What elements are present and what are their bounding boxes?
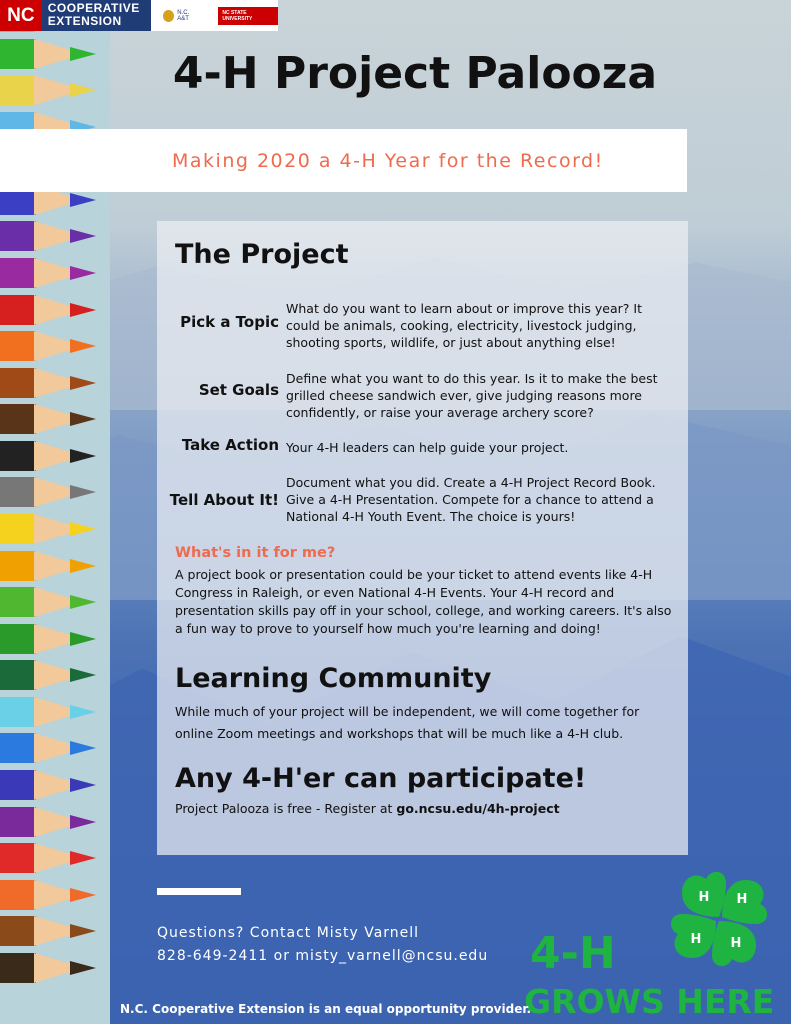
- grows-here-wordmark: GROWS HERE: [524, 982, 775, 1021]
- pencil: [0, 39, 104, 69]
- learning-community-heading: Learning Community: [175, 663, 492, 694]
- page-title: 4-H Project Palooza: [172, 48, 658, 99]
- pencil: [0, 295, 104, 325]
- whats-in-it-body: A project book or presentation could be your ticket to attend events like 4-H Congress in Raleigh, or even National 4-H Events. Your 4-H record and presentation skills pay off in your school, college, and working careers. It's also a fun way to prove to yourself how much you're learning and doing!: [175, 567, 672, 636]
- pencil: [0, 624, 104, 654]
- pencil: [0, 770, 104, 800]
- fourh-wordmark: 4-H: [530, 928, 616, 979]
- contact-phone-email[interactable]: 828-649-2411 or misty_varnell@ncsu.edu: [157, 948, 489, 964]
- project-heading: The Project: [175, 239, 349, 270]
- ncat-seal-icon: [163, 10, 174, 22]
- equal-opportunity-statement: N.C. Cooperative Extension is an equal opportunity provider.: [120, 1002, 532, 1016]
- row-label-set-goals: Set Goals: [198, 381, 279, 399]
- pencil: [0, 331, 104, 361]
- row-label-pick-topic: Pick a Topic: [180, 313, 279, 331]
- pencil: [0, 733, 104, 763]
- contact-line: Questions? Contact Misty Varnell: [157, 925, 420, 941]
- subtitle-band: [0, 129, 687, 192]
- divider-bar: [157, 888, 241, 895]
- pencil: [0, 551, 104, 581]
- pencil: [0, 441, 104, 471]
- content-card: [157, 221, 688, 855]
- pencil: [0, 880, 104, 910]
- pencil: [0, 221, 104, 251]
- pencil: [0, 75, 104, 105]
- register-text: Project Palooza is free - Register at go.ncsu.edu/4h-project: [175, 801, 560, 816]
- contact-info: [157, 922, 488, 968]
- subtitle: Making 2020 a 4-H Year for the Record!: [172, 149, 604, 172]
- pencil: [0, 587, 104, 617]
- pencil: [0, 477, 104, 507]
- pencil: [0, 953, 104, 983]
- any-4h-heading: Any 4-H'er can participate!: [175, 763, 587, 794]
- ncstate-logo: NC STATE UNIVERSITY: [218, 7, 278, 25]
- row-label-take-action: Take Action: [181, 436, 279, 454]
- row-text-set-goals: Define what you want to do this year. Is it to make the best grilled cheese sandwich ever, give judging reasons more confidently, or raise your average archery score?: [286, 371, 658, 420]
- register-link[interactable]: go.ncsu.edu/4h-project: [396, 801, 560, 816]
- row-label-tell-about: Tell About It!: [169, 491, 279, 509]
- row-text-pick-topic: What do you want to learn about or improve this year? It could be animals, cooking, electricity, livestock judging, shooting sports, wildlife, or just about anything else!: [286, 301, 642, 350]
- row-text-tell-about: Document what you did. Create a 4-H Project Record Book. Give a 4-H Presentation. Compete for a chance to attend a National 4-H Youth Event. The choice is yours!: [286, 475, 656, 524]
- row-text-take-action: Your 4-H leaders can help guide your project.: [286, 440, 569, 455]
- pencil: [0, 660, 104, 690]
- pencil: [0, 843, 104, 873]
- pencil: [0, 916, 104, 946]
- svg-text:H: H: [690, 932, 702, 947]
- partner-logos: [0, 0, 278, 31]
- pencil: [0, 404, 104, 434]
- nc-logo: NC: [0, 0, 42, 31]
- svg-text:H: H: [730, 936, 742, 951]
- pencil: [0, 514, 104, 544]
- pencil: [0, 368, 104, 398]
- cooperative-extension-logo: COOPERATIVE EXTENSION: [42, 0, 151, 31]
- learning-community-body: While much of your project will be independent, we will come together for online Zoom meetings and workshops that will be much like a 4-H club.: [175, 704, 640, 741]
- pencil: [0, 697, 104, 727]
- whats-in-it-heading: What's in it for me?: [175, 545, 336, 561]
- svg-text:H: H: [736, 892, 748, 907]
- four-leaf-clover-icon: [660, 865, 778, 973]
- svg-text:H: H: [698, 890, 710, 905]
- pencil: [0, 807, 104, 837]
- ncat-logo: N.C. A&T: [163, 10, 200, 22]
- pencil: [0, 258, 104, 288]
